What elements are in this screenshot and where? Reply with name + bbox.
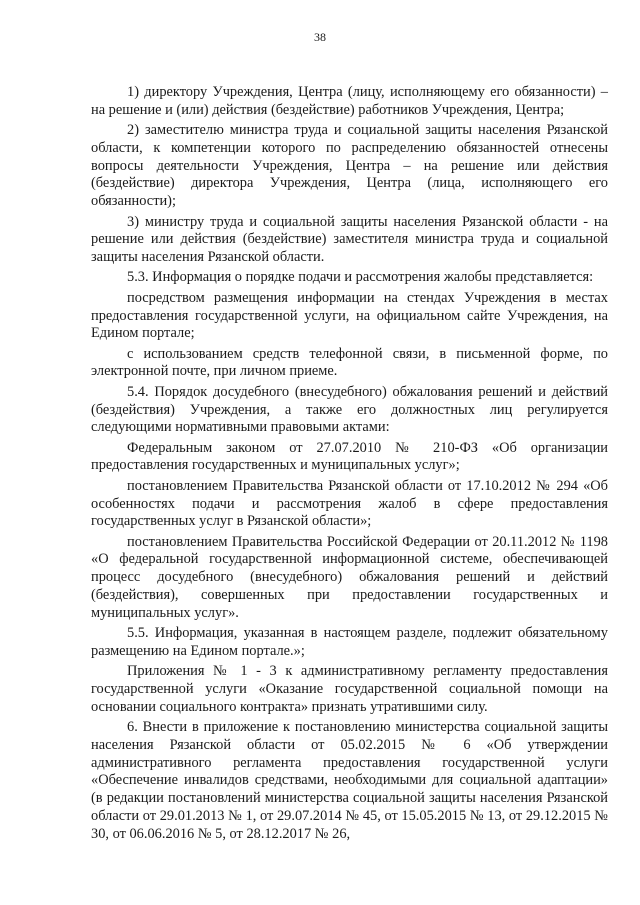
paragraph-5-4: 5.4. Порядок досудебного (внесудебного) обжалования решений и действий (бездействия) Учреждения, а также его должностных лиц регулируется следующими нормативными правовыми актами: [91, 383, 608, 436]
paragraph-federal-resolution: постановлением Правительства Российской Федерации от 20.11.2012 № 1198 «О федеральной государственной информационной системе, обеспечивающей процесс досудебного (внесудебного) обжалования решений и действий (бездействия), совершенных при предоставлении государственных и муниципальных услуг». [91, 533, 608, 621]
paragraph-appeal-deputy-minister: 2) заместителю министра труда и социальной защиты населения Рязанской области, к компетенции которого по распределению обязанностей отнесены вопросы деятельности Учреждения, Центра – на решение или действия (бездействие) директора Учреждения, Центра (лица, исполняющего его обязанности); [91, 122, 608, 210]
paragraph-federal-law: Федеральным законом от 27.07.2010 № 210-ФЗ «Об организации предоставления государственных и муниципальных услуг»; [91, 439, 608, 474]
paragraph-appeal-minister: 3) министру труда и социальной защиты населения Рязанской области - на решение или действия (бездействие) заместителя министра труда и социальной защиты населения Рязанской области. [91, 213, 608, 266]
paragraph-5-5: 5.5. Информация, указанная в настоящем разделе, подлежит обязательному размещению на Едином портале.»; [91, 625, 608, 659]
document-body [91, 84, 608, 846]
paragraph-item-6: 6. Внести в приложение к постановлению министерства социальной защиты населения Рязанской области от 05.02.2015 № 6 «Об утверждении административного регламента предоставления государственной услуги «Обеспечение инвалидов средствами, необходимыми для социальной адаптации» (в редакции постановлений министерства социальной защиты населения Рязанской области от 29.01.2013 № 1, от 29.07.2014 № 45, от 15.05.2015 № 13, от 29.12.2015 № 30, от 06.06.2016 № 5, от 28.12.2017 № 26, [91, 719, 608, 842]
paragraph-appeal-director: 1) директору Учреждения, Центра (лицу, исполняющему его обязанности) – на решение и (или) действия (бездействие) работников Учреждения, Центра; [91, 84, 608, 118]
paragraph-info-stands: посредством размещения информации на стендах Учреждения в местах предоставления государственной услуги, на официальном сайте Учреждения, на Едином портале; [91, 289, 608, 342]
paragraph-5-3: 5.3. Информация о порядке подачи и рассмотрения жалобы представляется: [127, 269, 594, 286]
paragraph-regional-resolution: постановлением Правительства Рязанской области от 17.10.2012 № 294 «Об особенностях подачи и рассмотрения жалоб в сфере предоставления государственных услуг в Рязанской области»; [91, 477, 608, 530]
paragraph-info-phone: с использованием средств телефонной связи, в письменной форме, по электронной почте, при личном приеме. [91, 345, 608, 380]
page-number: 38 [314, 30, 326, 44]
paragraph-appendices: Приложения № 1 - 3 к административному регламенту предоставления государственной услуги «Оказание государственной социальной помощи на основании социального контракта» признать утратившими силу. [91, 663, 608, 715]
